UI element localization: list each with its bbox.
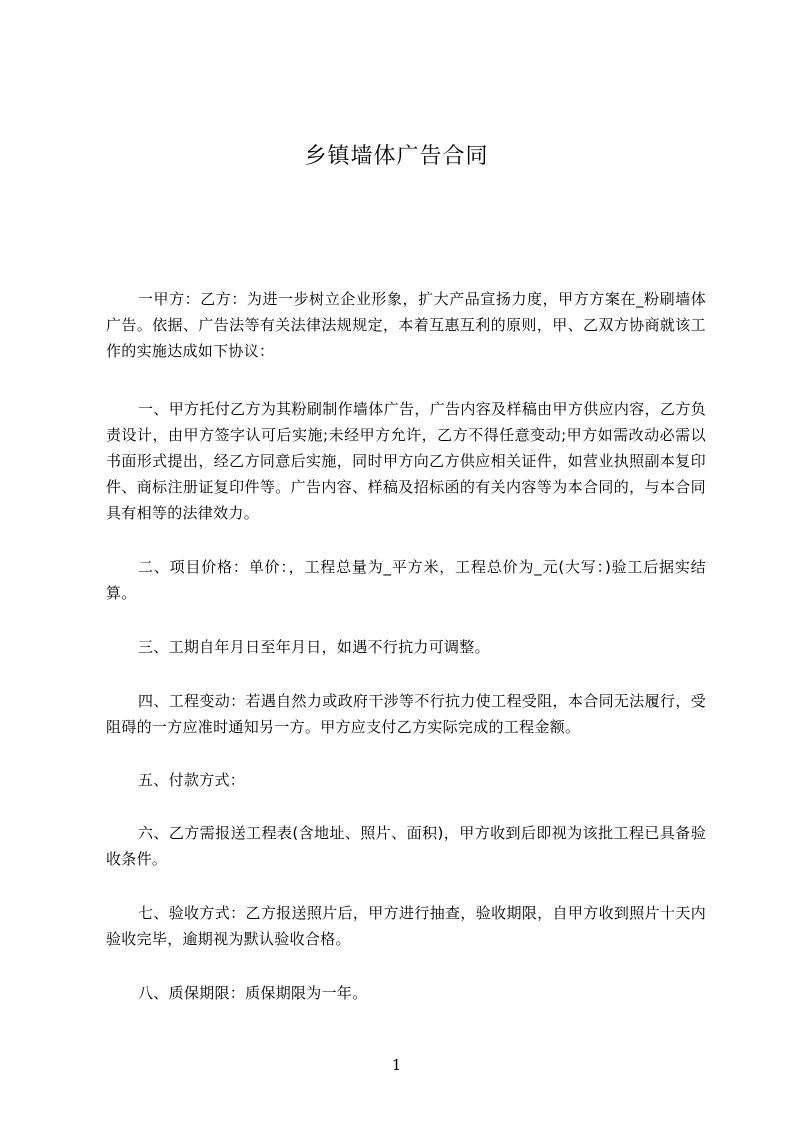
page-number: 1 [391,1056,402,1074]
paragraph-clause-1: 一、甲方托付乙方为其粉刷制作墙体广告，广告内容及样稿由甲方供应内容，乙方负责设计，由甲方签字认可后实施;未经甲方允许，乙方不得任意变动;甲方如需改动必需以书面形式提出，经乙方同意后实施，同时甲方向乙方供应相关证件，如营业执照副本复印件、商标注册证复印件等。广告内容、样稿及招标函的有关内容等为本合同的，与本合同具有相等的法律效力。 [106,400,706,522]
paragraph-clause-7: 七、验收方式：乙方报送照片后，甲方进行抽查，验收期限，自甲方收到照片十天内验收完毕，逾期视为默认验收合格。 [106,904,706,948]
paragraph-clause-3: 三、工期自年月日至年月日，如遇不行抗力可调整。 [138,638,490,656]
document-title: 乡镇墙体广告合同 [304,144,489,169]
paragraph-clause-6: 六、乙方需报送工程表(含地址、照片、面积)，甲方收到后即视为该批工程已具备验收条件。 [106,824,706,868]
paragraph-clause-4: 四、工程变动：若遇自然力或政府干涉等不行抗力使工程受阻，本合同无法履行，受阻碍的一方应准时通知另一方。甲方应支付乙方实际完成的工程金额。 [106,692,706,736]
paragraph-clause-8: 八、质保期限：质保期限为一年。 [138,984,368,1002]
paragraph-clause-5: 五、付款方式： [138,771,246,789]
paragraph-clause-2: 二、项目价格：单价：，工程总量为_平方米，工程总价为_元(大写：)验工后据实结算。 [106,558,706,602]
paragraph-preamble: 一甲方：乙方：为进一步树立企业形象，扩大产品宣扬力度，甲方方案在_粉刷墙体广告。依据、广告法等有关法律法规规定，本着互惠互利的原则，甲、乙双方协商就该工作的实施达成如下协议： [106,290,706,360]
